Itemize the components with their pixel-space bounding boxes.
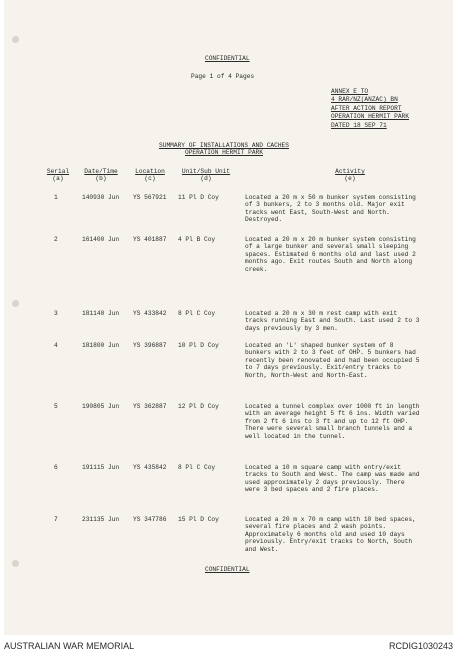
annex-line: ANNEX E TO [331,88,369,95]
title-line: OPERATION HERMIT PARK [185,149,263,157]
column-sub: (d) [200,175,212,183]
cell-location: YS 433842 [133,310,167,317]
cell-activity: Located a 20 m x 20 m bunker system consisting of a large bunker and several small sleeping spaces. Estimated 6 months old and last used 2 months ago. Exit routes South and North along creek. [245,236,416,273]
cell-unit: 10 Pl D Coy [178,342,219,349]
cell-date: 140930 Jun [82,194,120,201]
annex-line: 4 RAR/NZ(ANZAC) BN [331,96,398,104]
cell-location: YS 347786 [133,516,167,523]
column-label: Unit/Sub Unit [181,168,231,175]
column-header-location [130,168,170,183]
title-line: SUMMARY OF INSTALLATIONS AND CACHES [159,142,289,149]
cell-activity: Located a 20 m x 70 m camp with 10 bed spaces, several fire places and 2 wash points. Approximately 6 months old and used 10 days previously. Entry/exit tracks to North, South and West. [245,516,416,553]
cell-serial: 2 [54,236,58,243]
cell-unit: 8 Pl C Coy [178,464,216,471]
cell-serial: 1 [54,194,58,201]
footer-classification: CONFIDENTIAL [205,566,250,573]
column-label: Activity [335,168,365,175]
cell-unit: 4 Pl B Coy [178,236,216,243]
document-title [134,142,314,157]
column-header-activity [320,168,380,183]
document-page [4,0,453,635]
header-classification: CONFIDENTIAL [205,55,250,62]
annex-line: AFTER ACTION REPORT [331,104,402,112]
cell-date: 181800 Jun [82,342,120,349]
cell-serial: 5 [54,403,58,410]
annex-reference [331,88,409,130]
cell-unit: 12 Pl D Coy [178,403,219,410]
cell-serial: 7 [54,516,58,523]
column-sub: (c) [144,175,156,183]
punch-hole [12,36,19,43]
archive-name: AUSTRALIAN WAR MEMORIAL [4,641,135,651]
cell-activity: Located a tunnel complex over 1000 ft in length with an average height 5 ft 6 ins. Width varied from 2 ft 6 ins to 3 ft and up to 12 ft OHP. There were several small branch tunnels and a well located in the tunnel. [245,403,420,440]
column-label: Location [135,168,165,175]
cell-serial: 4 [54,342,58,349]
cell-location: YS 401887 [133,236,167,243]
annex-line: DATED 18 SEP 71 [331,121,387,129]
column-sub: (e) [344,175,356,183]
cell-location: YS 362887 [133,403,167,410]
column-header-unit [174,168,238,183]
column-label: Serial [46,168,70,175]
cell-activity: Located an 'L' shaped bunker system of 8 bunkers with 2 to 3 feet of OHP. 5 bunkers had recently been renovated and had been occupied 5 to 7 days previously. Exit/entry tracks to North, North-West and North-East. [245,342,420,379]
column-header-date [78,168,124,183]
cell-location: YS 567921 [133,194,167,201]
cell-activity: Located a 20 m x 50 m bunker system consisting of 3 bunkers, 2 to 3 months old. Major exit tracks went East, South-West and North. Destroyed. [245,194,416,224]
column-sub: (b) [95,175,107,183]
punch-hole [12,300,19,307]
cell-unit: 8 Pl C Coy [178,310,216,317]
column-header-serial [40,168,76,183]
cell-serial: 3 [54,310,58,317]
cell-unit: 15 Pl D Coy [178,516,219,523]
archive-strip [0,635,457,654]
cell-location: YS 435842 [133,464,167,471]
column-label: Date/Time [84,168,118,175]
column-sub: (a) [52,175,64,183]
cell-date: 231135 Jun [82,516,120,523]
cell-activity: Located a 10 m square camp with entry/exit tracks to South and West. The camp was made and used approximately 2 days previously. There were 3 bed spaces and 2 fire places. [245,464,420,494]
cell-date: 191115 Jun [82,464,120,471]
annex-line: OPERATION HERMIT PARK [331,113,409,121]
cell-date: 161400 Jun [82,236,120,243]
cell-location: YS 396887 [133,342,167,349]
cell-serial: 6 [54,464,58,471]
cell-unit: 11 Pl D Coy [178,194,219,201]
page-label: Page 1 of 4 Pages [191,73,255,80]
cell-date: 190805 Jun [82,403,120,410]
archive-reference: RCDIG1030243 [388,641,453,651]
cell-activity: Located a 20 m x 30 m rest camp with exit tracks running East and South. Last used 2 to 3 days previously by 3 men. [245,310,420,332]
punch-hole [12,560,19,567]
cell-date: 181140 Jun [82,310,120,317]
